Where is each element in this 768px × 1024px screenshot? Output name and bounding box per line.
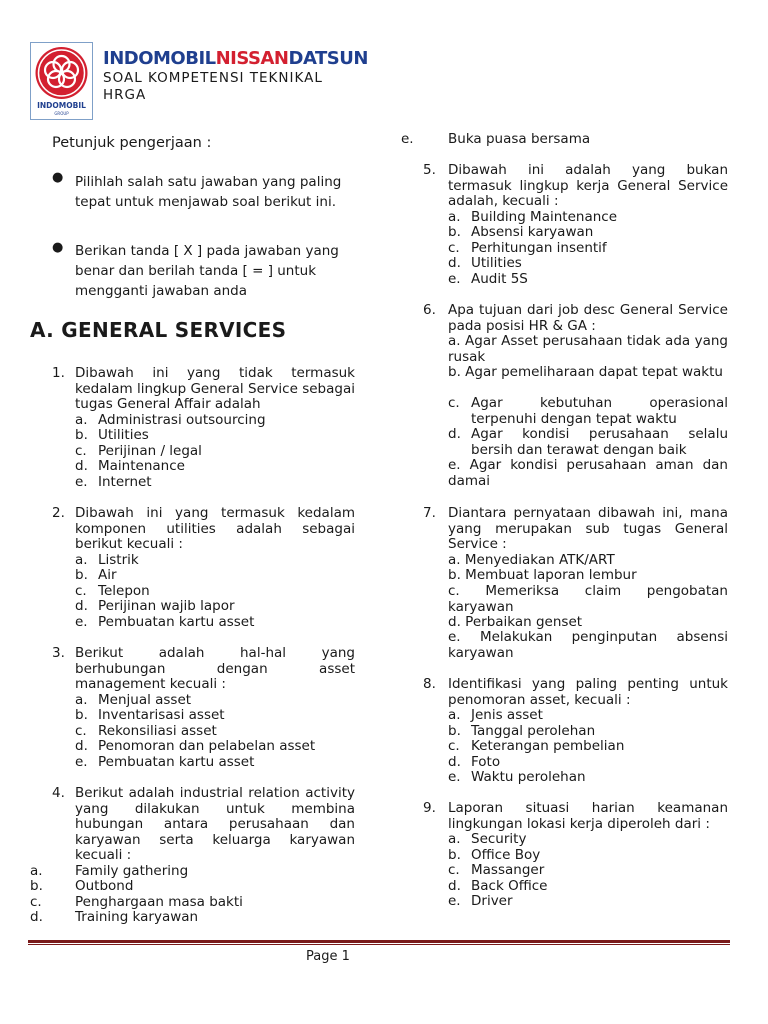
question-number: 8. [423,676,436,692]
footer-divider-thin [28,944,730,945]
instruction-1: Pilihlah salah satu jawaban yang paling tepat untuk menjawab soal berikut ini. [75,174,342,210]
footer-divider [28,940,730,943]
question-number: 2. [52,505,65,521]
question-stem: Diantara pernyataan dibawah ini, mana yang merupakan sub tugas General Service : [448,505,728,552]
option-b[interactable]: b. Membuat laporan lembur [448,567,637,583]
logo-text: INDOMOBIL [37,101,86,110]
option-a[interactable]: a. Menyediakan ATK/ART [448,552,615,568]
question-number: 1. [52,365,65,381]
option-c[interactable]: c. Memeriksa claim pengobatan karyawan [448,583,728,615]
brand-title [103,48,368,70]
indomobil-logo-icon [31,43,92,119]
option-e[interactable]: e. Agar kondisi perusahaan aman dan damai [448,457,728,489]
option-e[interactable]: e. Melakukan penginputan absensi karyawan [448,629,728,661]
option-d[interactable]: d. Perbaikan genset [448,614,583,630]
question-number: 4. [52,785,65,801]
question-stem: Identifikasi yang paling penting untuk penomoran asset, kecuali : [448,676,728,708]
section-title: A. GENERAL SERVICES [30,318,287,342]
question-number: 3. [52,645,65,661]
question-stem: Laporan situasi harian keamanan lingkungan lokasi kerja diperoleh dari : [448,800,728,832]
question-stem: Dibawah ini yang tidak termasuk kedalam lingkup General Service sebagai tugas General Affair adalah [75,365,355,412]
bullet-icon: ● [52,240,64,255]
document-subtitle: SOAL KOMPETENSI TEKNIKAL [103,70,323,86]
question-stem: Berikut adalah hal-hal yang berhubungan dengan asset management kecuali : [75,645,355,692]
logo-subtext: GROUP [54,111,69,116]
question-stem: Berikut adalah industrial relation activity yang dilakukan untuk membina hubungan antara perusahaan dan karyawan serta keluarga karyawan kecuali : [75,785,355,863]
option-a[interactable]: a. Agar Asset perusahaan tidak ada yang rusak [448,333,729,365]
question-number: 6. [423,302,436,318]
question-stem: Dibawah ini yang termasuk kedalam komponen utilities adalah sebagai berikut kecuali : [75,505,355,552]
question-number: 9. [423,800,436,816]
page-number: Page 1 [306,949,350,964]
document-subtitle-line2: HRGA [103,87,147,101]
company-logo [30,42,93,120]
question-stem: Dibawah ini adalah yang bukan termasuk lingkup kerja General Service adalah, kecuali : [448,162,728,209]
option-b[interactable]: b. Agar pemeliharaan dapat tepat waktu [448,364,723,380]
question-stem: Apa tujuan dari job desc General Service pada posisi HR & GA : [448,302,728,334]
bullet-icon: ● [52,170,64,185]
question-number: 7. [423,505,436,521]
brand-nissan: NISSAN [215,48,289,69]
question-number: 5. [423,162,436,178]
instructions-title: Petunjuk pengerjaan : [52,135,212,151]
brand-datsun: DATSUN [288,48,368,69]
brand-indomobil: INDOMOBIL [103,48,216,69]
instruction-2: Berikan tanda [ X ] pada jawaban yang benar dan berilah tanda [ = ] untuk mengganti jawaban anda [75,243,339,299]
